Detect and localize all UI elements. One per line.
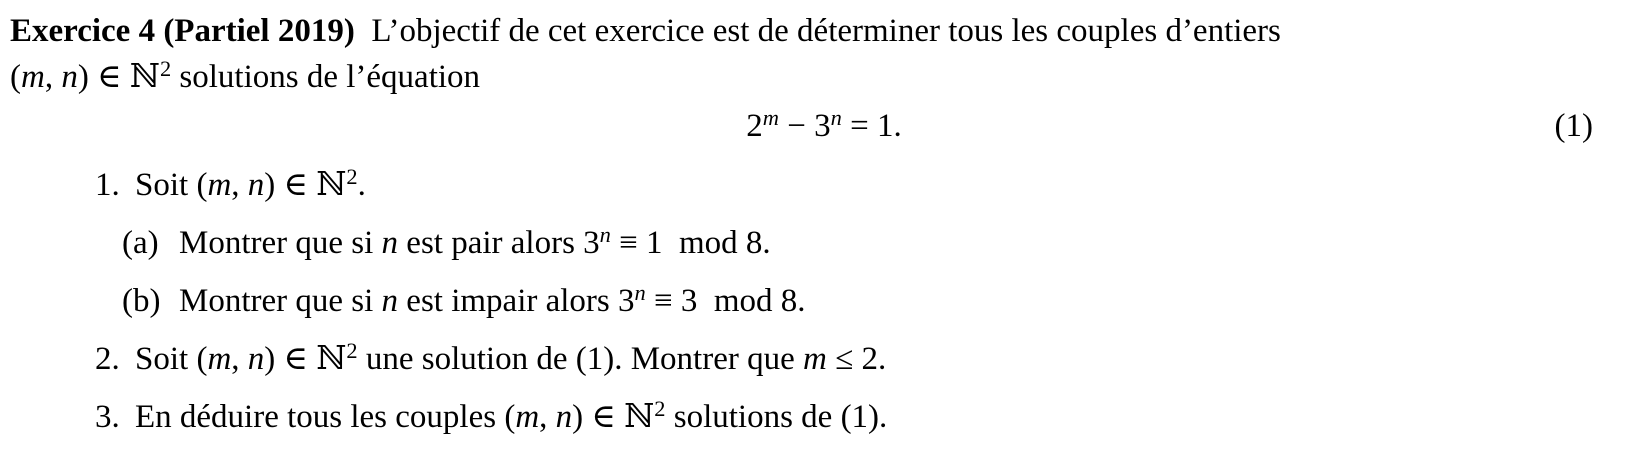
list-subitem-1a (0, 220, 1648, 267)
list-subitem-1b-label: (b) (122, 283, 161, 319)
list-item-3 (0, 394, 1648, 441)
list-item-2-label: 2. (95, 341, 120, 377)
list-item-1 (0, 162, 1648, 209)
list-subitem-1a-text: Montrer que si n est pair alors $3^n \equiv 1$ mod 8. (179, 221, 771, 261)
exercise-intro-line2: (m, n) ∈ ℕ$^2$ solutions de l’équation (10, 55, 481, 95)
list-item-3-label: 3. (95, 399, 120, 435)
list-subitem-1a-label: (a) (122, 225, 159, 261)
equation: $2^m - 3^n = 1$. (746, 104, 902, 144)
equation-number: (1) (1554, 108, 1593, 144)
equation-row (0, 101, 1648, 151)
list-item-1-text: Soit (m, n) ∈ ℕ$^2$. (135, 163, 366, 203)
list-item-2-text: Soit (m, n) ∈ ℕ$^2$ une solution de (1). Montrer que m ≤ 2. (135, 337, 887, 377)
exercise-intro-line1: Exercice 4 (Partiel 2019) L’objectif de cet exercice est de déterminer tous les couples d’entiers (10, 13, 1281, 49)
list-item-2 (0, 336, 1648, 383)
list-item-3-text: En déduire tous les couples (m, n) ∈ ℕ$^2$ solutions de (1). (135, 395, 888, 435)
list-item-1-label: 1. (95, 167, 120, 203)
list-subitem-1b-text: Montrer que si n est impair alors $3^n \equiv 3$ mod 8. (179, 279, 806, 319)
list-subitem-1b (0, 278, 1648, 325)
